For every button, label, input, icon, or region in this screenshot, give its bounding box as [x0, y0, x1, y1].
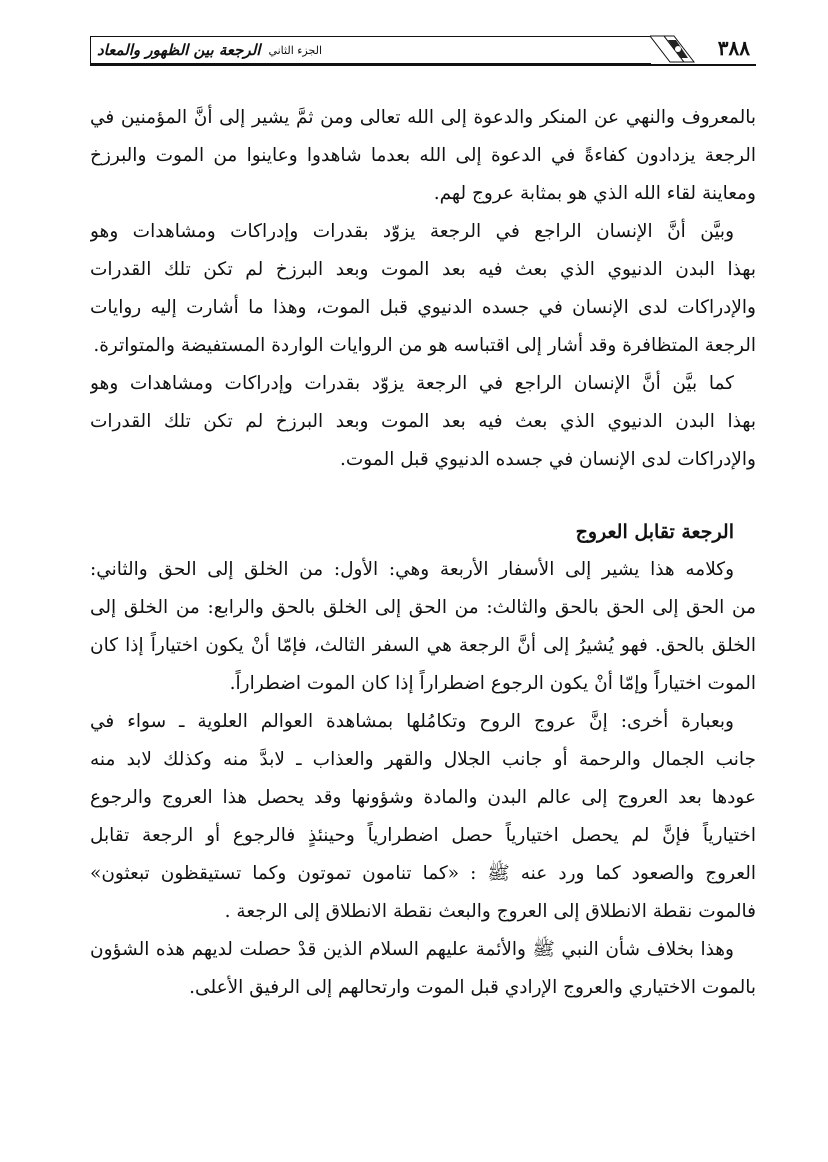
- running-title-box: [90, 36, 651, 64]
- text-line: وكلامه هذا يشير إلى الأسفار الأربعة وهي: الأول: من الخلق إلى الحق والثاني:: [90, 559, 734, 580]
- paragraph: [90, 703, 756, 931]
- text-line: الموت اختياراً وإمّا أنْ يكون الرجوع اضطراراً إذا كان الموت اضطراراً.: [229, 673, 756, 694]
- text-line: وبعبارة أخرى: إنَّ عروج الروح وتكامُلها بمشاهدة العوالم العلوية ـ سواء في: [90, 711, 734, 732]
- text-line: بهذا البدن الدنيوي الذي بعث فيه بعد الموت وبعد البرزخ لم تكن تلك القدرات: [90, 259, 756, 280]
- text-line: وبيَّن أنَّ الإنسان الراجع في الرجعة يزوّد بقدرات وإدراكات ومشاهدات وهو: [90, 221, 734, 242]
- paragraph: [90, 213, 756, 365]
- text-line: الرجعة يزدادون كفاءةً في الدعوة إلى الله بعدما شاهدوا وعاينوا من الموت والبرزخ: [90, 145, 756, 166]
- text-line: كما بيَّن أنَّ الإنسان الراجع في الرجعة يزوّد بقدرات وإدراكات ومشاهدات وهو: [90, 373, 734, 394]
- text-line: عودها بعد العروج إلى عالم البدن والمادة وشؤونها وقد يحصل هذا العروج والرجوع: [90, 787, 756, 808]
- text-line: الخلق بالحق. فهو يُشيرُ إلى أنَّ الرجعة هي السفر الثالث، فإمّا أنْ يكون اختياراً إذا كان: [90, 635, 756, 656]
- part-label: الجزء الثاني: [268, 43, 323, 57]
- body-paragraphs-after: [90, 551, 756, 1007]
- paragraph: [90, 931, 756, 1007]
- text-line: بالموت الاختياري والعروج الإرادي قبل الموت وارتحالهم إلى الرفيق الأعلى.: [189, 977, 756, 998]
- body-paragraphs-before: [90, 99, 756, 479]
- page-header: [90, 34, 756, 66]
- book-title: الرجعة بين الظهور والمعاد: [97, 41, 261, 59]
- text-line: بالمعروف والنهي عن المنكر والدعوة إلى الله تعالى ومن ثمَّ يشير إلى أنَّ المؤمنين في: [90, 107, 756, 128]
- text-line: جانب الجمال والرحمة أو جانب الجلال والقهر والعذاب ـ لابدَّ منه وكذلك لابد منه: [90, 749, 756, 770]
- ornament-icon: [650, 34, 700, 64]
- text-line: والإدراكات لدى الإنسان في جسده الدنيوي قبل الموت، وهذا ما أشارت إليه روايات: [90, 297, 756, 318]
- text-line: فالموت نقطة الانطلاق إلى العروج والبعث نقطة الانطلاق إلى الرجعة .: [224, 901, 756, 922]
- page-number: ٣٨٨: [717, 36, 750, 60]
- text-line: وهذا بخلاف شأن النبي ﷺ والأئمة عليهم السلام الذين قدْ حصلت لديهم هذه الشؤون: [90, 939, 734, 960]
- header-rule: [90, 64, 756, 66]
- text-line: العروج والصعود كما ورد عنه ﷺ : «كما تنامون تموتون وكما تستيقظون تبعثون»: [90, 863, 756, 884]
- page-body: [90, 99, 756, 1007]
- text-line: ومعاينة لقاء الله الذي هو بمثابة عروج لهم.: [433, 183, 756, 204]
- text-line: بهذا البدن الدنيوي الذي بعث فيه بعد الموت وبعد البرزخ لم تكن تلك القدرات: [90, 411, 756, 432]
- section-heading: الرجعة تقابل العروج: [575, 521, 734, 543]
- text-line: من الحق إلى الحق بالحق والثالث: من الحق إلى الخلق بالحق والرابع: من الخلق إلى: [90, 597, 756, 618]
- text-line: الرجعة المتظافرة وقد أشار إلى اقتباسه هو من الروايات الواردة المستفيضة والمتواترة.: [93, 335, 756, 356]
- paragraph: [90, 551, 756, 703]
- paragraph: [90, 365, 756, 479]
- text-line: اختيارياً فإنَّ لم يحصل اختيارياً حصل اضطرارياً وحينئذٍ فالرجوع أو الرجعة تقابل: [90, 825, 756, 846]
- text-line: والإدراكات لدى الإنسان في جسده الدنيوي قبل الموت.: [340, 449, 756, 470]
- paragraph: [90, 99, 756, 213]
